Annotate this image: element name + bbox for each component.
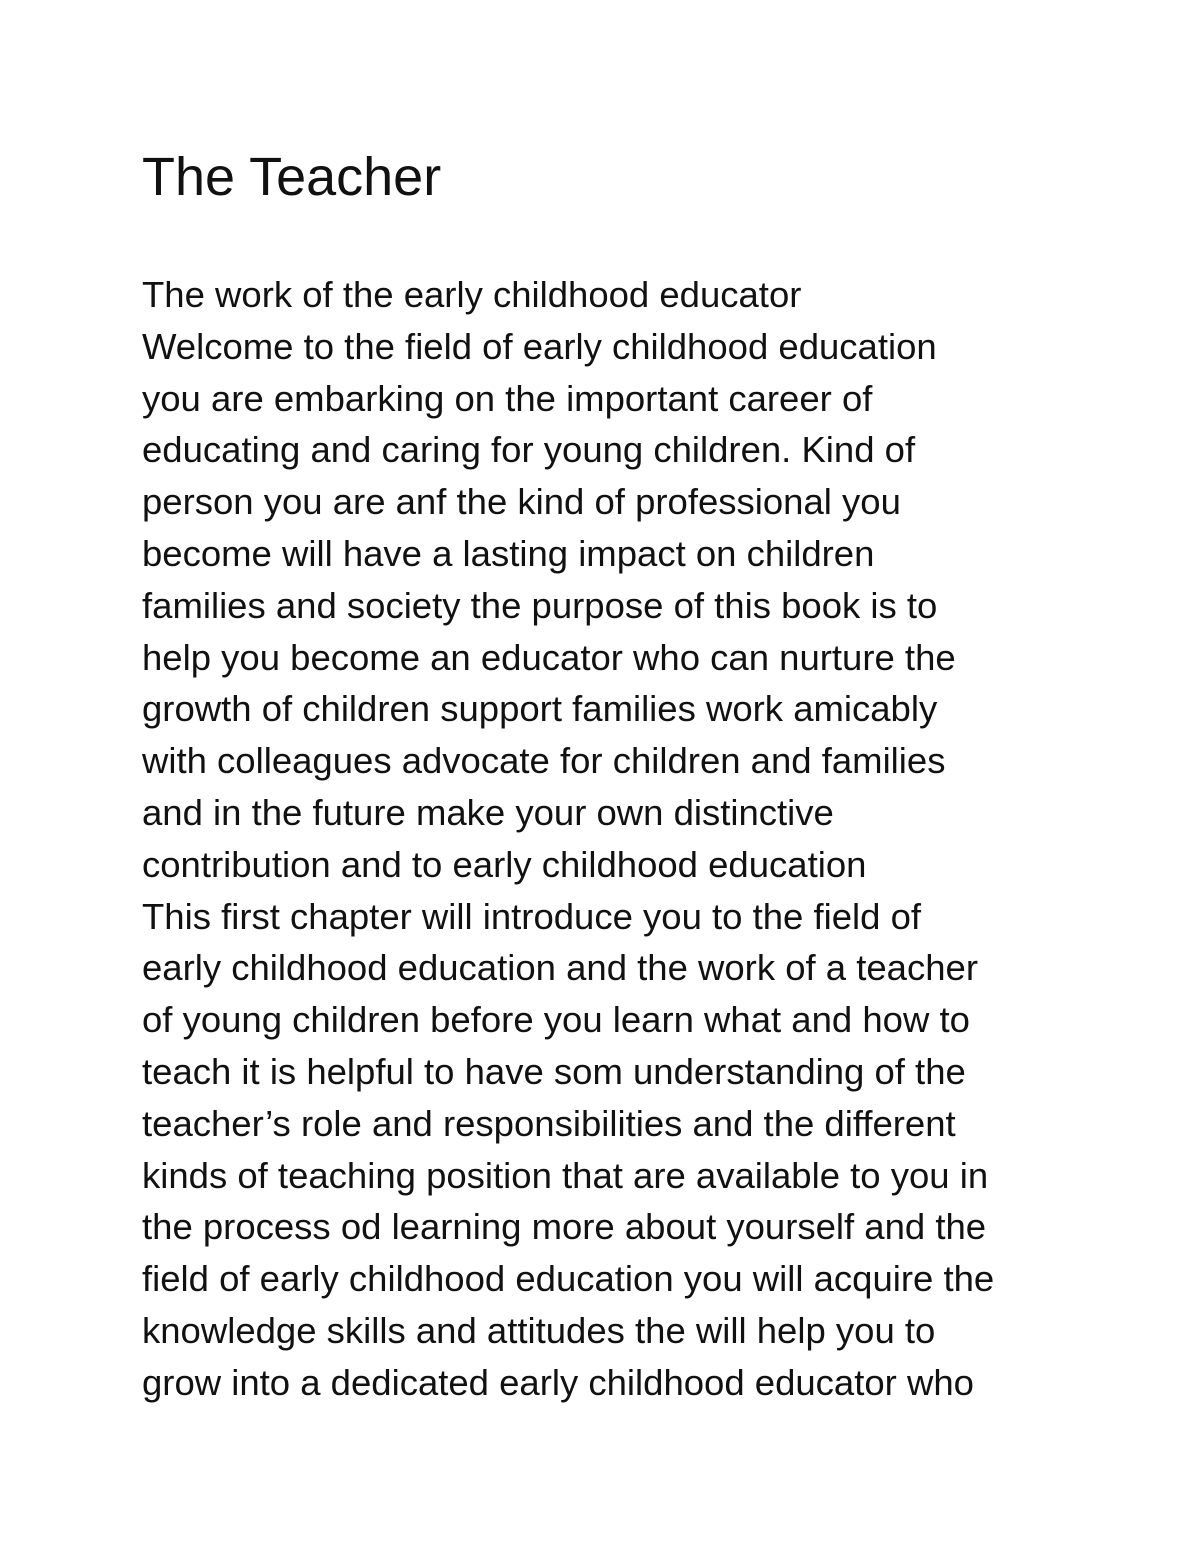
text-line: kinds of teaching position that are available to you in bbox=[142, 1154, 989, 1196]
text-line: educating and caring for young children. Kind of bbox=[142, 429, 916, 471]
text-line: Welcome to the field of early childhood education bbox=[142, 325, 937, 367]
text-line: field of early childhood education you will acquire the bbox=[142, 1258, 995, 1300]
text-line: The work of the early childhood educator bbox=[142, 274, 802, 315]
document-title: The Teacher bbox=[142, 147, 442, 207]
text-line: you are embarking on the important career of bbox=[142, 377, 873, 419]
text-line: grow into a dedicated early childhood educator who bbox=[142, 1361, 974, 1403]
text-line: and in the future make your own distinctive bbox=[142, 791, 834, 833]
text-line: teacher’s role and responsibilities and the different bbox=[142, 1102, 956, 1144]
text-line: teach it is helpful to have som understanding of the bbox=[142, 1050, 966, 1092]
text-line: of young children before you learn what and how to bbox=[142, 999, 970, 1041]
text-line: families and society the purpose of this book is to bbox=[142, 584, 938, 626]
text-line: person you are anf the kind of professional you bbox=[142, 481, 901, 523]
text-line: help you become an educator who can nurture the bbox=[142, 636, 956, 678]
text-line: the process od learning more about yourself and the bbox=[142, 1206, 987, 1248]
document-body bbox=[142, 269, 1182, 1409]
text-line: early childhood education and the work of a teacher bbox=[142, 947, 978, 989]
text-line: contribution and to early childhood education bbox=[142, 843, 867, 885]
text-line: growth of children support families work amicably bbox=[142, 688, 938, 730]
text-line: knowledge skills and attitudes the will help you to bbox=[142, 1309, 936, 1351]
text-line: This first chapter will introduce you to the field of bbox=[142, 895, 922, 937]
text-line: with colleagues advocate for children and families bbox=[142, 740, 946, 782]
text-line: become will have a lasting impact on children bbox=[142, 532, 875, 574]
